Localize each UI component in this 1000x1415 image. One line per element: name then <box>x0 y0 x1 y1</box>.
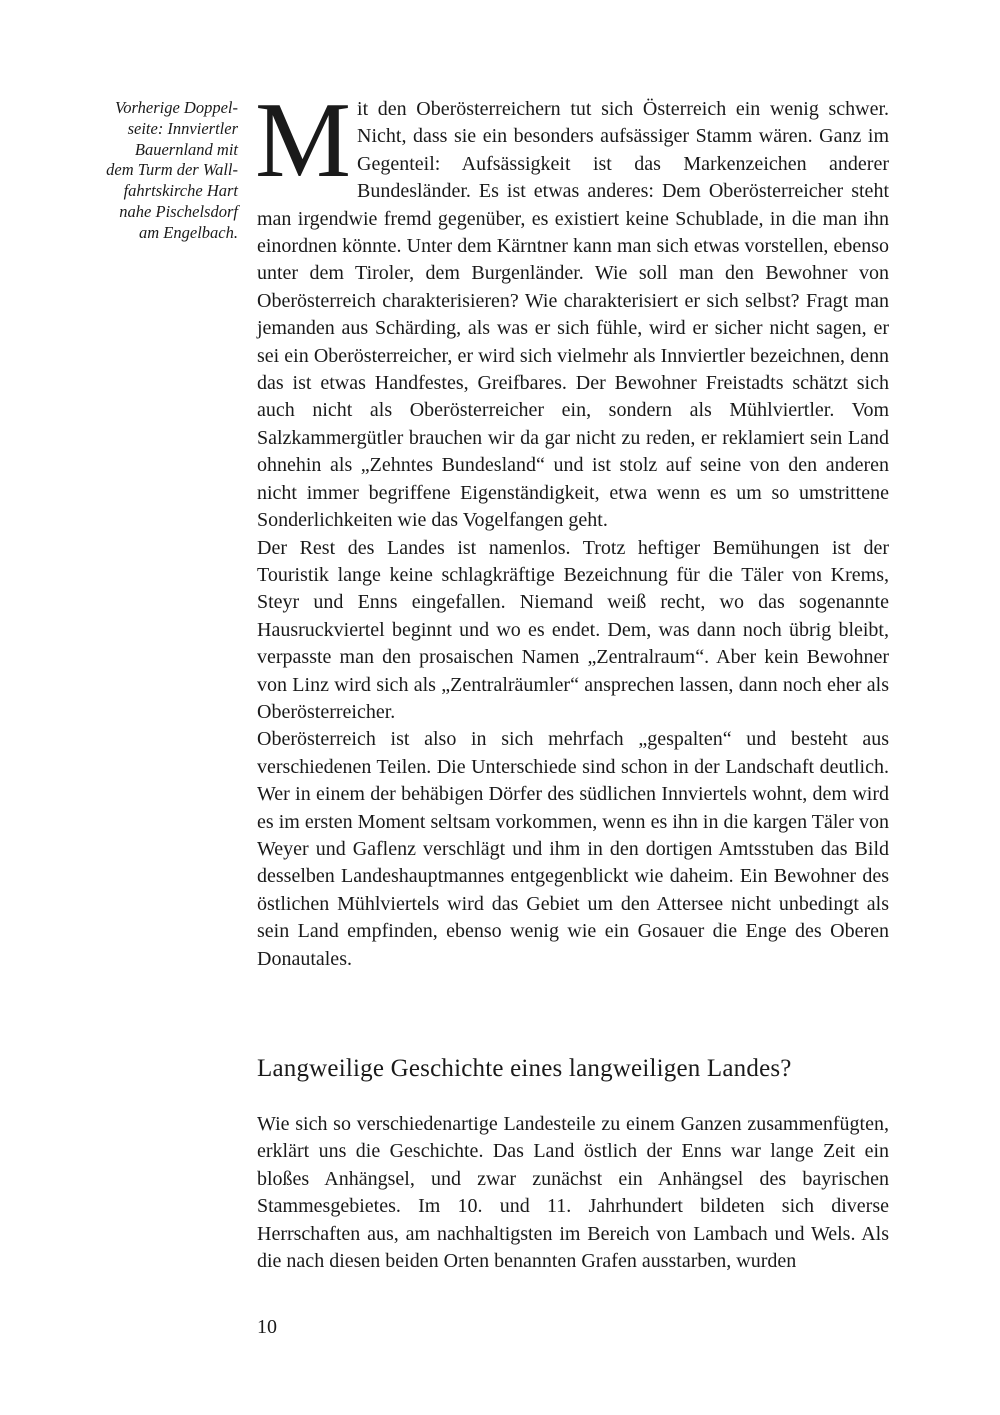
page-number: 10 <box>257 1316 277 1338</box>
intro-paragraph <box>255 81 889 535</box>
section-paragraph: Wie sich so verschiedenartige Landesteile zu einem Ganzen zusammenfügten, erklärt uns die Geschichte. Das Land östlich der Enns war lange Zeit ein bloßes Anhängsel, und zwar zunächst ein Anhängsel des bayrischen Stammesgebietes. Im 10. und 11. Jahrhundert bildeten sich diverse Herrschaften aus, am nachhaltigsten im Bereich von Lambach und Wels. Als die nach diesen beiden Orten benannten Grafen ausstarben, wurden <box>257 1113 889 1273</box>
section-heading: Langweilige Geschichte eines langweiligen Landes? <box>257 1055 792 1082</box>
main-text-column <box>255 81 889 973</box>
body-paragraph-2: Der Rest des Landes ist namenlos. Trotz heftiger Bemühungen ist der Touristik lange keine schlagkräftige Bezeichnung für die Täler von Krems, Steyr und Enns eingefallen. Niemand weiß recht, wo das sogenannte Hausruckviertel beginnt und wo es endet. Dem, was dann noch übrig bleibt, verpasste man den prosaischen Namen „Zentralraum“. Aber kein Bewohner von Linz wird sich als „Zentralräumler“ ansprechen lassen, dann noch eher als Oberösterreicher. <box>257 536 889 723</box>
intro-paragraph-text: it den Oberösterreichern tut sich Österreich ein wenig schwer. Nicht, dass sie ein besonders aufsässiger Stamm wären. Ganz im Gegenteil: Aufsässigkeit ist das Markenzeichen anderer Bundesländer. Es ist etwas anderes: Dem Oberösterreicher steht man irgendwie fremd gegenüber, es existiert keine Schublade, in die man ihn einordnen könnte. Unter dem Kärntner kann man sich etwas vorstellen, ebenso unter dem Tiroler, dem Burgenländer. Wie soll man den Bewohner von Oberösterreich charakterisieren? Wie charakterisiert er sich selbst? Fragt man jemanden aus Schärding, als was er sich fühle, wird er sicher nicht sagen, er sei ein Oberösterreicher, er wird sich vielmehr als Innviertler bezeichnen, denn das ist etwas Handfestes, Greifbares. Der Bewohner Freistadts schätzt sich auch nicht als Oberösterreicher ein, sondern als Mühlviertler. Vom Salzkammergütler brauchen wir da gar nicht zu reden, er reklamiert sein Land ohnehin als „Zehntes Bundesland“ und ist stolz auf seine von den anderen nicht immer begriffene Eigenständigkeit, etwa wenn es um so umstrittene Sonderlichkeiten wie das Vogelfangen geht. <box>257 98 889 532</box>
body-paragraph-3: Oberösterreich ist also in sich mehrfach „gespalten“ und besteht aus verschiedenen Teilen. Die Unterschiede sind schon in der Landschaft deutlich. Wer in einem der behäbigen Dörfer des südlichen Innviertels wohnt, dem wird es im ersten Moment seltsam vorkommen, wenn es ihn in die kargen Täler von Weyer und Gaflenz verschlägt und ihm in den dortigen Amtsstuben das Bild desselben Landeshauptmannes entgegenblickt wie daheim. Ein Bewohner des östlichen Mühlviertels wird das Gebiet um den Attersee nicht unbedingt als sein Land empfinden, ebenso wenig wie ein Gosauer die Enge des Oberen Donautales. <box>257 728 889 970</box>
drop-cap-initial: M <box>255 81 352 200</box>
image-caption: Vorherige Doppel- seite: Innviertler Bauernland mit dem Turm der Wall- fahrtskirche Hart nahe Pischelsdorf am Engelbach. <box>106 98 238 242</box>
section-text-column <box>257 1111 889 1275</box>
